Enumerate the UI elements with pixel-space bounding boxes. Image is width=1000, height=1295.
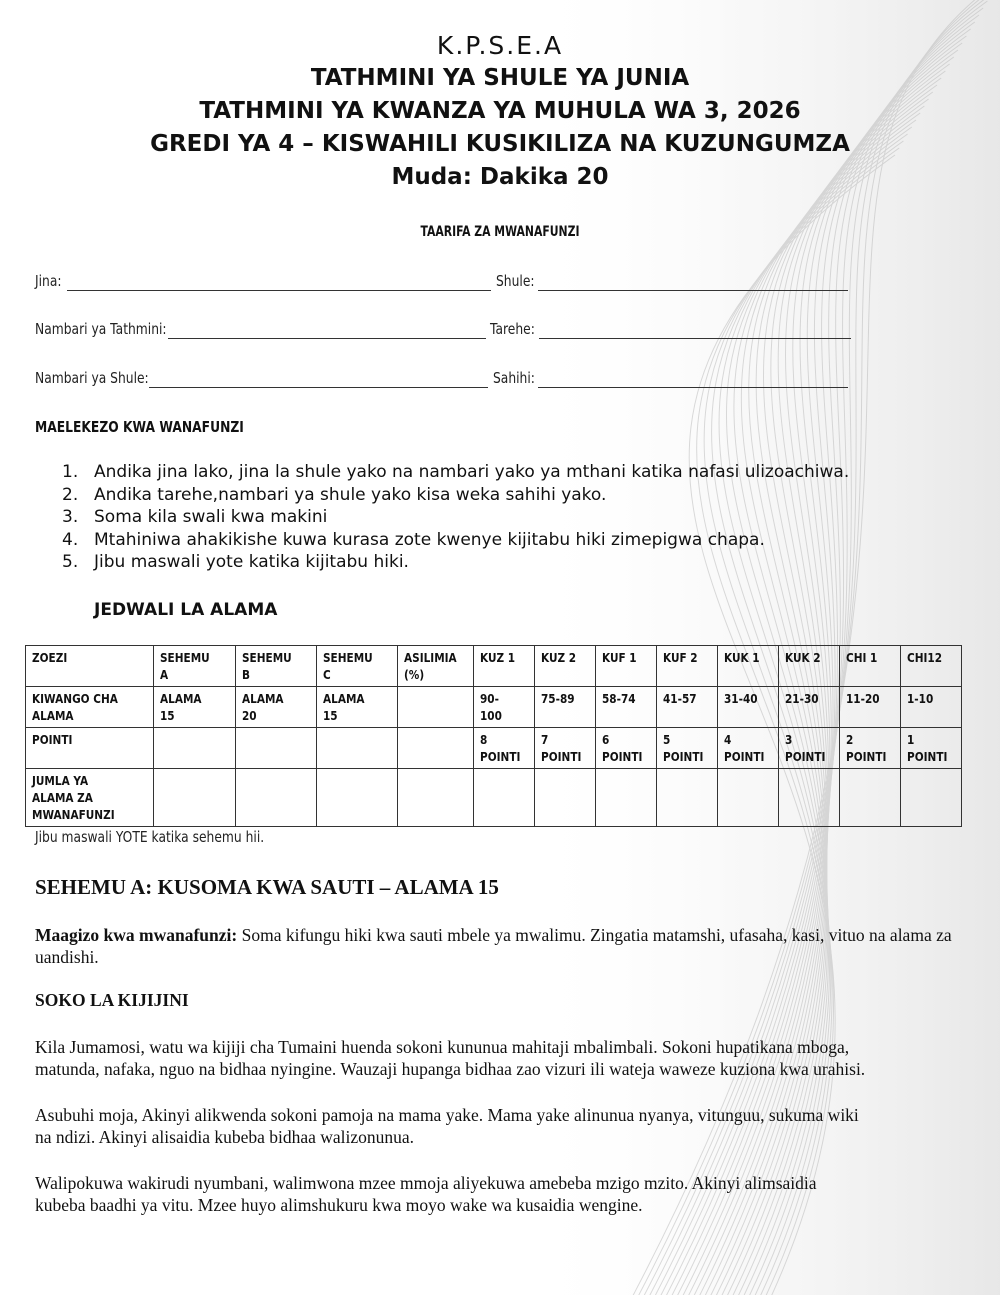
passage-line: Asubuhi moja, Akinyi alikwenda sokoni pamoja na mama yake. Mama yake alinunua nyanya, vitunguu, sukuma wiki	[35, 1105, 859, 1125]
score-table-cell[interactable]	[779, 769, 840, 827]
nambari-tathmini-field-line[interactable]	[168, 338, 486, 339]
score-table-cell[interactable]	[656, 769, 717, 827]
score-table-cell-text: 4 POINTI	[724, 732, 765, 764]
jina-field-line[interactable]	[67, 290, 491, 291]
score-table-cell	[317, 687, 398, 728]
score-table-cell-text: KUZ 1	[479, 650, 515, 665]
score-table-cell-text: 75-89	[540, 691, 575, 706]
score-table	[25, 645, 962, 827]
passage-line: kubeba baadhi ya vitu. Mzee huyo alimshukuru kwa moyo wake wa kusaidia wengine.	[35, 1195, 643, 1215]
instruction-number: 4.	[62, 529, 79, 550]
score-table-cell	[473, 646, 534, 687]
score-table-cell[interactable]	[534, 769, 595, 827]
instruction-text: Soma kila swali kwa makini	[94, 507, 328, 527]
score-table-cell-text: 58-74	[601, 691, 636, 706]
score-table-cell[interactable]	[398, 769, 474, 827]
header-school-assessment: TATHMINI YA SHULE YA JUNIA	[310, 65, 690, 91]
passage-line: na ndizi. Akinyi alisaidia kubeba bidhaa walizonunua.	[35, 1127, 415, 1147]
header-term-assessment: TATHMINI YA KWANZA YA MUHULA WA 3, 2026	[199, 98, 801, 124]
score-table-cell	[595, 687, 656, 728]
score-table-cell	[840, 646, 901, 687]
tarehe-field-line[interactable]	[539, 338, 851, 339]
score-table-cell[interactable]	[718, 769, 779, 827]
score-table-row	[26, 687, 962, 728]
score-table-cell	[236, 646, 317, 687]
score-table-cell-text: CHI12	[907, 650, 943, 665]
score-table-cell-text: 1 POINTI	[907, 732, 948, 764]
score-table-cell	[534, 728, 595, 769]
score-table-cell-text: KUF 2	[662, 650, 698, 665]
score-table-title: JEDWALI LA ALAMA	[94, 600, 278, 620]
passage-line: Kila Jumamosi, watu wa kijiji cha Tumaini huenda sokoni kununua mahitaji mbalimbali. Sokoni hupatikana mboga,	[35, 1037, 850, 1057]
score-table-row	[26, 769, 962, 827]
score-table-cell	[534, 687, 595, 728]
score-table-cell	[901, 687, 962, 728]
section-a-title: SEHEMU A: KUSOMA KWA SAUTI – ALAMA 15	[35, 875, 499, 899]
score-table-cell	[718, 728, 779, 769]
score-table-cell	[595, 646, 656, 687]
instruction-number: 5.	[62, 552, 79, 572]
instruction-item	[62, 529, 849, 552]
passage-line: Walipokuwa wakirudi nyumbani, walimwona mzee mmoja aliyekuwa amebeba mzigo mzito. Akinyi alimsaidia	[35, 1173, 817, 1193]
score-table-cell	[840, 687, 901, 728]
score-table-cell-text: 11-20	[846, 691, 880, 706]
score-table-cell[interactable]	[236, 728, 317, 769]
instruction-text: Andika jina lako, jina la shule yako na nambari yako ya mthani katika nafasi ulizoachiwa.	[94, 462, 850, 482]
header-grade-subject: GREDI YA 4 – KISWAHILI KUSIKILIZA NA KUZUNGUMZA	[150, 131, 850, 157]
instruction-text: Jibu maswali yote katika kijitabu hiki.	[94, 552, 409, 572]
score-table-cell[interactable]	[317, 769, 398, 827]
score-table-cell	[473, 728, 534, 769]
passage-line: matunda, nafaka, nguo na bidhaa nyingine. Wauzaji hupanga bidhaa zao vizuri ili wateja waweze kuziona kwa urahisi.	[35, 1059, 866, 1079]
score-table-cell-text: 21-30	[785, 691, 819, 706]
score-table-cell-text: SEHEMU B	[242, 650, 292, 682]
score-table-cell-text: KUK 1	[724, 650, 760, 665]
passage-paragraph	[35, 1036, 975, 1080]
score-table-cell	[473, 687, 534, 728]
score-table-cell-text: ZOEZI	[32, 650, 68, 665]
instruction-text: Mtahiniwa ahakikishe kuwa kurasa zote kwenye kijitabu hiki zimepigwa chapa.	[94, 529, 765, 550]
instruction-item	[62, 551, 849, 574]
instruction-number: 2.	[62, 484, 79, 505]
score-table-cell	[317, 646, 398, 687]
score-table-cell	[901, 646, 962, 687]
score-table-cell	[154, 646, 236, 687]
score-table-cell	[534, 646, 595, 687]
shule-label: Shule:	[496, 272, 535, 290]
tarehe-label: Tarehe:	[490, 320, 535, 338]
score-table-cell-text: KIWANGO CHA ALAMA	[32, 691, 118, 723]
score-table-cell[interactable]	[398, 728, 474, 769]
header-kpsea: K.P.S.E.A	[436, 31, 564, 60]
score-table-cell-text: 1-10	[907, 691, 934, 706]
score-table-cell-text: CHI 1	[846, 650, 878, 665]
jina-label: Jina:	[35, 272, 62, 290]
section-a-instructions	[35, 924, 975, 968]
score-table-cell	[26, 687, 154, 728]
maagizo-label: Maagizo kwa mwanafunzi:	[35, 925, 238, 945]
score-table-cell-text: 8 POINTI	[479, 732, 521, 764]
score-table-cell	[840, 728, 901, 769]
nambari-shule-label: Nambari ya Shule:	[35, 369, 149, 387]
score-table-cell	[236, 687, 317, 728]
instruction-item	[62, 461, 849, 484]
score-table-cell	[595, 728, 656, 769]
score-table-cell-text: ALAMA 15	[160, 691, 202, 723]
score-table-cell-text: 90- 100	[479, 691, 502, 723]
instruction-text: Andika tarehe,nambari ya shule yako kisa weka sahihi yako.	[94, 484, 607, 505]
nambari-tathmini-label: Nambari ya Tathmini:	[35, 320, 167, 338]
score-table-cell	[398, 646, 474, 687]
score-table-cell-text: ALAMA 20	[242, 691, 284, 723]
score-table-cell-text: JUMLA YA ALAMA ZA MWANAFUNZI	[32, 773, 115, 822]
score-table-cell	[779, 687, 840, 728]
header-duration: Muda: Dakika 20	[391, 164, 609, 190]
score-table-cell-text: ALAMA 15	[323, 691, 365, 723]
score-table-cell[interactable]	[317, 728, 398, 769]
score-table-cell-text: SEHEMU C	[323, 650, 373, 682]
score-table-cell	[901, 728, 962, 769]
score-table-cell[interactable]	[154, 728, 236, 769]
score-table-cell	[154, 687, 236, 728]
instruction-item	[62, 484, 849, 507]
score-table-cell	[656, 687, 717, 728]
score-table-row	[26, 646, 962, 687]
maagizo-text: Soma kifungu hiki kwa sauti mbele ya mwalimu. Zingatia matamshi, ufasaha, kasi, vituo na alama za uandishi.	[35, 925, 952, 967]
score-table-cell[interactable]	[236, 769, 317, 827]
student-info-title: TAARIFA ZA MWANAFUNZI	[420, 224, 580, 240]
score-table-cell-text: ASILIMIA (%)	[404, 650, 457, 682]
instruction-item	[62, 506, 849, 529]
score-table-cell	[718, 646, 779, 687]
score-table-cell	[26, 646, 154, 687]
score-table-cell-text: KUF 1	[601, 650, 637, 665]
score-table-cell-text: 5 POINTI	[662, 732, 704, 764]
instructions-title: MAELEKEZO KWA WANAFUNZI	[35, 418, 244, 436]
instructions-list	[62, 461, 849, 574]
score-table-cell	[656, 728, 717, 769]
score-table-cell-text: 7 POINTI	[540, 732, 582, 764]
shule-field-line[interactable]	[538, 290, 848, 291]
score-table-row	[26, 728, 962, 769]
score-table-cell	[26, 728, 154, 769]
sahihi-field-line[interactable]	[538, 387, 848, 388]
score-table-cell-text: 31-40	[724, 691, 758, 706]
score-table-cell-text: 41-57	[662, 691, 697, 706]
passage-title: SOKO LA KIJIJINI	[35, 990, 189, 1010]
score-table-cell	[779, 646, 840, 687]
passage-paragraph	[35, 1172, 975, 1216]
score-table-cell[interactable]	[595, 769, 656, 827]
instruction-number: 1.	[62, 462, 79, 482]
score-table-cell-text: KUK 2	[785, 650, 821, 665]
answer-all-note: Jibu maswali YOTE katika sehemu hii.	[35, 828, 265, 846]
score-table-cell-text: SEHEMU A	[160, 650, 210, 682]
score-table-cell[interactable]	[398, 687, 474, 728]
score-table-cell-text: POINTI	[32, 732, 73, 747]
score-table-cell[interactable]	[840, 769, 901, 827]
passage-paragraph	[35, 1104, 975, 1148]
score-table-cell[interactable]	[473, 769, 534, 827]
score-table-cell-text: KUZ 2	[540, 650, 576, 665]
exam-header	[0, 30, 1000, 194]
score-table-cell	[26, 769, 154, 827]
score-table-cell[interactable]	[901, 769, 962, 827]
instruction-number: 3.	[62, 507, 79, 527]
score-table-cell	[779, 728, 840, 769]
score-table-cell-text: 6 POINTI	[601, 732, 643, 764]
sahihi-label: Sahihi:	[493, 369, 535, 387]
nambari-shule-field-line[interactable]	[149, 387, 488, 388]
score-table-cell-text: 3 POINTI	[785, 732, 826, 764]
score-table-cell-text: 2 POINTI	[846, 732, 887, 764]
score-table-cell[interactable]	[154, 769, 236, 827]
score-table-cell	[656, 646, 717, 687]
score-table-cell	[718, 687, 779, 728]
